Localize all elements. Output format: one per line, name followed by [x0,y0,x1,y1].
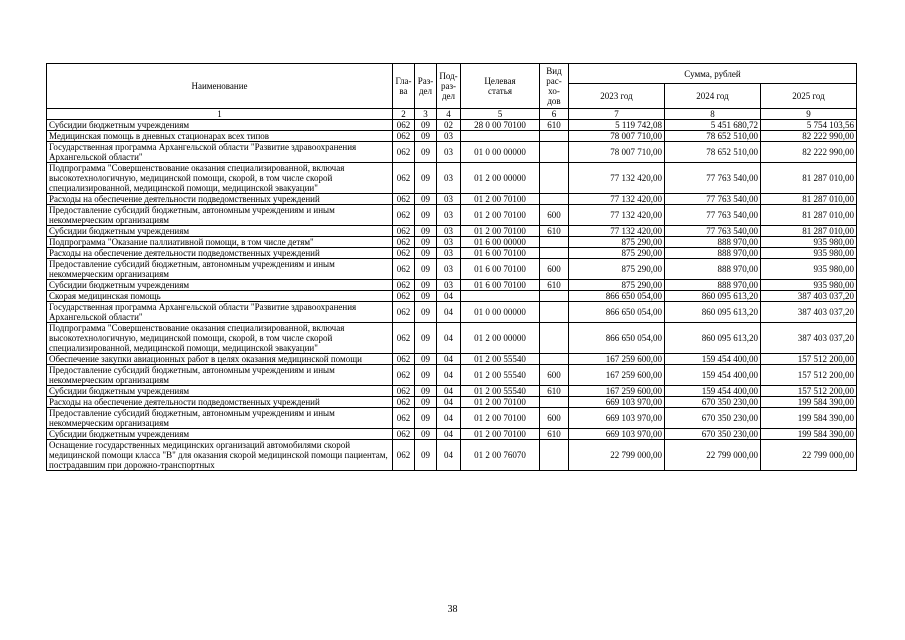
row-razdel: 09 [415,429,437,440]
row-sum-2025: 387 403 037,20 [761,291,857,302]
col-number: 2 [393,109,415,120]
row-expense-type [540,237,569,248]
row-name: Обеспечение закупки авиационных работ в целях оказания медицинской помощи [47,354,393,365]
row-glava: 062 [393,397,415,408]
row-sum-2025: 387 403 037,20 [761,302,857,323]
budget-table [46,63,857,471]
row-expense-type [540,302,569,323]
row-glava: 062 [393,131,415,142]
row-razdel: 09 [415,440,437,471]
row-expense-type [540,397,569,408]
table-row [47,226,857,237]
column-number-row [47,109,857,120]
row-sum-2023: 77 132 420,00 [569,163,665,194]
row-target-article: 01 6 00 70100 [461,259,540,280]
col-number: 4 [437,109,461,120]
row-podrazdel: 03 [437,248,461,259]
row-sum-2023: 866 650 054,00 [569,291,665,302]
table-row [47,248,857,259]
row-glava: 062 [393,120,415,131]
row-sum-2025: 199 584 390,00 [761,397,857,408]
row-name: Предоставление субсидий бюджетным, автономным учреждениям и иным некоммерческим организациям [47,259,393,280]
row-podrazdel: 04 [437,440,461,471]
row-name: Субсидии бюджетным учреждениям [47,386,393,397]
header-row-top [47,64,857,84]
col-number: 1 [47,109,393,120]
col-number: 9 [761,109,857,120]
table-row [47,365,857,386]
header-razdel: Раз- дел [415,64,437,109]
row-sum-2024: 159 454 400,00 [665,386,761,397]
row-razdel: 09 [415,248,437,259]
col-number: 7 [569,109,665,120]
header-year-2024: 2024 год [665,84,761,109]
row-podrazdel: 04 [437,408,461,429]
row-target-article: 01 0 00 00000 [461,302,540,323]
row-sum-2023: 669 103 970,00 [569,408,665,429]
row-sum-2024: 888 970,00 [665,248,761,259]
row-target-article: 01 6 00 70100 [461,248,540,259]
row-sum-2024: 77 763 540,00 [665,226,761,237]
row-target-article: 01 2 00 70100 [461,226,540,237]
row-target-article: 01 2 00 00000 [461,323,540,354]
row-glava: 062 [393,163,415,194]
row-podrazdel: 04 [437,365,461,386]
row-razdel: 09 [415,226,437,237]
row-name: Подпрограмма "Совершенствование оказания специализированной, включая высокотехнологичную, медицинской помощи, скорой, в том числе скорой специализированной, медицинской помощи, медицинской эвакуации" [47,163,393,194]
row-target-article: 01 2 00 70100 [461,397,540,408]
row-sum-2024: 860 095 613,20 [665,323,761,354]
row-target-article: 01 2 00 70100 [461,205,540,226]
row-sum-2025: 935 980,00 [761,248,857,259]
row-sum-2024: 860 095 613,20 [665,302,761,323]
header-podrazdel: Под- раз- дел [437,64,461,109]
row-sum-2024: 888 970,00 [665,259,761,280]
row-expense-type [540,248,569,259]
row-sum-2023: 167 259 600,00 [569,354,665,365]
row-razdel: 09 [415,237,437,248]
row-glava: 062 [393,194,415,205]
row-expense-type [540,323,569,354]
row-podrazdel: 03 [437,142,461,163]
row-sum-2024: 888 970,00 [665,237,761,248]
row-sum-2024: 159 454 400,00 [665,365,761,386]
row-sum-2025: 199 584 390,00 [761,429,857,440]
table-row [47,205,857,226]
table-row [47,237,857,248]
header-glava: Гла- ва [393,64,415,109]
row-razdel: 09 [415,259,437,280]
row-sum-2023: 77 132 420,00 [569,226,665,237]
row-sum-2025: 157 512 200,00 [761,365,857,386]
row-target-article: 01 2 00 55540 [461,386,540,397]
row-glava: 062 [393,237,415,248]
row-razdel: 09 [415,354,437,365]
row-podrazdel: 04 [437,397,461,408]
row-glava: 062 [393,280,415,291]
row-name: Субсидии бюджетным учреждениям [47,120,393,131]
row-razdel: 09 [415,291,437,302]
row-name: Расходы на обеспечение деятельности подведомственных учреждений [47,397,393,408]
row-razdel: 09 [415,142,437,163]
row-sum-2023: 669 103 970,00 [569,397,665,408]
row-razdel: 09 [415,280,437,291]
row-sum-2025: 82 222 990,00 [761,142,857,163]
row-razdel: 09 [415,131,437,142]
row-sum-2023: 167 259 600,00 [569,386,665,397]
row-name: Государственная программа Архангельской области "Развитие здравоохранения Архангельской области" [47,142,393,163]
row-target-article: 01 2 00 76070 [461,440,540,471]
row-name: Скорая медицинская помощь [47,291,393,302]
row-name: Предоставление субсидий бюджетным, автономным учреждениям и иным некоммерческим организациям [47,408,393,429]
row-target-article: 28 0 00 70100 [461,120,540,131]
row-name: Медицинская помощь в дневных стационарах всех типов [47,131,393,142]
row-expense-type: 600 [540,205,569,226]
row-podrazdel: 04 [437,354,461,365]
row-sum-2024: 159 454 400,00 [665,354,761,365]
table-row [47,440,857,471]
row-name: Подпрограмма "Совершенствование оказания специализированной, включая высокотехнологичную, медицинской помощи, скорой, в том числе скорой специализированной, медицинской помощи, медицинской эвакуации" [47,323,393,354]
table-row [47,120,857,131]
col-number: 5 [461,109,540,120]
row-sum-2023: 866 650 054,00 [569,302,665,323]
header-expense-type: Вид рас- хо- дов [540,64,569,109]
table-row [47,291,857,302]
row-razdel: 09 [415,163,437,194]
row-expense-type [540,194,569,205]
row-target-article: 01 6 00 70100 [461,280,540,291]
table-row [47,354,857,365]
row-razdel: 09 [415,365,437,386]
table-row [47,429,857,440]
table-row [47,408,857,429]
col-number: 8 [665,109,761,120]
row-sum-2023: 22 799 000,00 [569,440,665,471]
row-sum-2023: 78 007 710,00 [569,142,665,163]
row-expense-type: 610 [540,226,569,237]
row-target-article: 01 6 00 00000 [461,237,540,248]
row-glava: 062 [393,429,415,440]
row-sum-2024: 888 970,00 [665,280,761,291]
row-sum-2024: 78 652 510,00 [665,131,761,142]
row-glava: 062 [393,226,415,237]
row-glava: 062 [393,248,415,259]
row-sum-2023: 875 290,00 [569,248,665,259]
row-sum-2024: 670 350 230,00 [665,429,761,440]
row-expense-type [540,440,569,471]
row-podrazdel: 02 [437,120,461,131]
table-body [47,120,857,471]
row-podrazdel: 04 [437,291,461,302]
row-name: Субсидии бюджетным учреждениям [47,280,393,291]
row-sum-2023: 875 290,00 [569,280,665,291]
row-target-article [461,291,540,302]
row-sum-2024: 78 652 510,00 [665,142,761,163]
row-target-article: 01 2 00 00000 [461,163,540,194]
row-sum-2025: 22 799 000,00 [761,440,857,471]
header-sum: Сумма, рублей [569,64,857,84]
row-sum-2025: 82 222 990,00 [761,131,857,142]
row-expense-type: 610 [540,386,569,397]
row-glava: 062 [393,259,415,280]
row-name: Оснащение государственных медицинских организаций автомобилями скорой медицинской помощи класса "В" для оказания скорой медицинской помощи пациентам, пострадавшим при дорожно-транспортных [47,440,393,471]
row-target-article [461,131,540,142]
row-expense-type [540,142,569,163]
row-sum-2023: 866 650 054,00 [569,323,665,354]
row-glava: 062 [393,386,415,397]
row-podrazdel: 03 [437,131,461,142]
row-glava: 062 [393,354,415,365]
row-podrazdel: 03 [437,205,461,226]
row-podrazdel: 04 [437,386,461,397]
row-razdel: 09 [415,323,437,354]
row-expense-type [540,131,569,142]
row-glava: 062 [393,205,415,226]
row-sum-2025: 157 512 200,00 [761,386,857,397]
header-name: Наименование [47,64,393,109]
row-podrazdel: 04 [437,429,461,440]
row-sum-2023: 78 007 710,00 [569,131,665,142]
row-target-article: 01 2 00 70100 [461,194,540,205]
row-razdel: 09 [415,205,437,226]
table-row [47,194,857,205]
row-name: Государственная программа Архангельской области "Развитие здравоохранения Архангельской области" [47,302,393,323]
row-podrazdel: 03 [437,163,461,194]
row-sum-2024: 670 350 230,00 [665,397,761,408]
row-expense-type: 610 [540,429,569,440]
page-number: 38 [447,604,458,615]
row-glava: 062 [393,365,415,386]
row-podrazdel: 04 [437,302,461,323]
row-expense-type [540,163,569,194]
col-number: 6 [540,109,569,120]
table-row [47,302,857,323]
table-row [47,397,857,408]
table-row [47,259,857,280]
row-razdel: 09 [415,397,437,408]
row-expense-type [540,291,569,302]
row-sum-2024: 860 095 613,20 [665,291,761,302]
row-sum-2024: 22 799 000,00 [665,440,761,471]
row-sum-2025: 81 287 010,00 [761,163,857,194]
row-name: Субсидии бюджетным учреждениям [47,429,393,440]
row-sum-2024: 670 350 230,00 [665,408,761,429]
row-podrazdel: 03 [437,259,461,280]
row-target-article: 01 2 00 55540 [461,365,540,386]
row-sum-2025: 387 403 037,20 [761,323,857,354]
row-glava: 062 [393,408,415,429]
table-row [47,323,857,354]
header-target-article: Целевая статья [461,64,540,109]
row-podrazdel: 03 [437,194,461,205]
row-expense-type: 600 [540,365,569,386]
table-row [47,131,857,142]
row-glava: 062 [393,323,415,354]
row-sum-2025: 157 512 200,00 [761,354,857,365]
col-number: 3 [415,109,437,120]
row-sum-2023: 167 259 600,00 [569,365,665,386]
table-row [47,163,857,194]
row-name: Подпрограмма "Оказание паллиативной помощи, в том числе детям" [47,237,393,248]
row-sum-2024: 77 763 540,00 [665,205,761,226]
header-year-2025: 2025 год [761,84,857,109]
row-sum-2023: 875 290,00 [569,259,665,280]
row-podrazdel: 03 [437,237,461,248]
row-target-article: 01 2 00 70100 [461,429,540,440]
row-name: Расходы на обеспечение деятельности подведомственных учреждений [47,194,393,205]
row-expense-type [540,354,569,365]
row-razdel: 09 [415,408,437,429]
row-sum-2025: 935 980,00 [761,280,857,291]
row-name: Расходы на обеспечение деятельности подведомственных учреждений [47,248,393,259]
row-target-article: 01 2 00 55540 [461,354,540,365]
row-razdel: 09 [415,194,437,205]
row-podrazdel: 03 [437,280,461,291]
row-sum-2024: 77 763 540,00 [665,163,761,194]
row-sum-2025: 935 980,00 [761,237,857,248]
row-razdel: 09 [415,302,437,323]
row-expense-type: 600 [540,408,569,429]
row-sum-2025: 81 287 010,00 [761,194,857,205]
row-glava: 062 [393,142,415,163]
row-sum-2023: 669 103 970,00 [569,429,665,440]
row-sum-2025: 935 980,00 [761,259,857,280]
row-sum-2025: 199 584 390,00 [761,408,857,429]
row-podrazdel: 03 [437,226,461,237]
row-name: Предоставление субсидий бюджетным, автономным учреждениям и иным некоммерческим организациям [47,365,393,386]
row-sum-2023: 5 119 742,08 [569,120,665,131]
row-razdel: 09 [415,120,437,131]
row-name: Предоставление субсидий бюджетным, автономным учреждениям и иным некоммерческим организациям [47,205,393,226]
row-sum-2025: 5 754 103,56 [761,120,857,131]
row-glava: 062 [393,302,415,323]
row-sum-2025: 81 287 010,00 [761,205,857,226]
row-glava: 062 [393,291,415,302]
table-row [47,386,857,397]
row-name: Субсидии бюджетным учреждениям [47,226,393,237]
row-sum-2023: 875 290,00 [569,237,665,248]
row-sum-2024: 5 451 680,72 [665,120,761,131]
row-target-article: 01 0 00 00000 [461,142,540,163]
row-sum-2023: 77 132 420,00 [569,205,665,226]
row-expense-type: 610 [540,280,569,291]
row-razdel: 09 [415,386,437,397]
row-podrazdel: 04 [437,323,461,354]
row-expense-type: 610 [540,120,569,131]
table-row [47,280,857,291]
table-row [47,142,857,163]
row-sum-2025: 81 287 010,00 [761,226,857,237]
row-expense-type: 600 [540,259,569,280]
row-glava: 062 [393,440,415,471]
row-target-article: 01 2 00 70100 [461,408,540,429]
header-year-2023: 2023 год [569,84,665,109]
row-sum-2024: 77 763 540,00 [665,194,761,205]
row-sum-2023: 77 132 420,00 [569,194,665,205]
